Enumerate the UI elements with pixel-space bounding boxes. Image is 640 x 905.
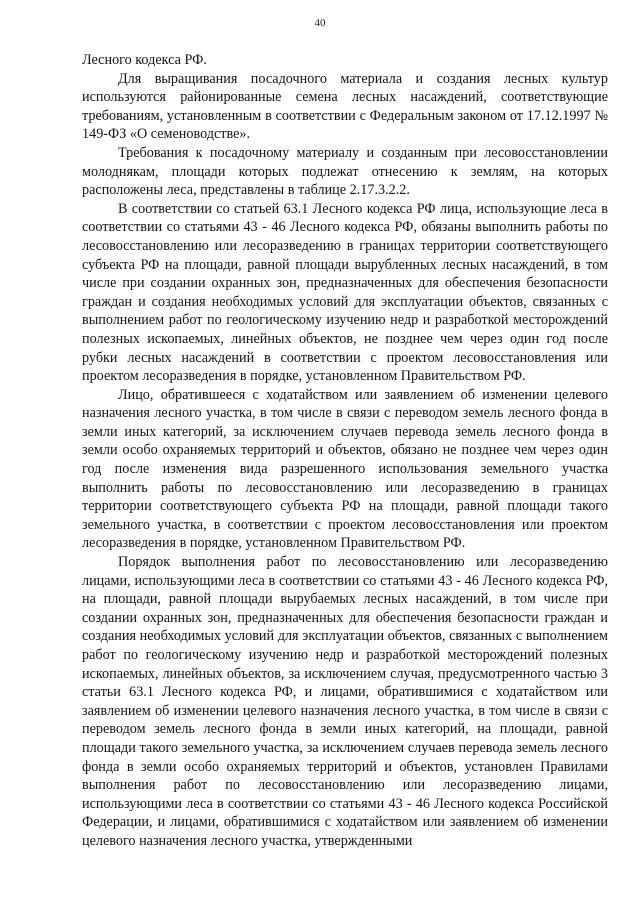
- paragraph: Для выращивания посадочного материала и создания лесных культур используются районированные семена лесных насаждений, соответствующие требованиям, установленным в соответствии с Федеральным законом от 17.12.1997 № 149-ФЗ «О семеноводстве».: [82, 70, 608, 143]
- paragraph: Порядок выполнения работ по лесовосстановлению или лесоразведению лицами, использующими леса в соответствии со статьями 43 - 46 Лесного кодекса РФ, на площади, равной площади вырубаемых лесных насаждений, в том числе при создании охранных зон, предназначенных для обеспечения безопасности граждан и создания необходимых условий для эксплуатации объектов, связанных с выполнением работ по геологическому изучению недр и разработкой месторождений полезных ископаемых, линейных объектов, за исключением случая, предусмотренного частью 3 статьи 63.1 Лесного кодекса РФ, и лицами, обратившимися с ходатайством или заявлением об изменении целевого назначения лесного участка, в том числе в связи с переводом земель лесного фонда в земли иных категорий, на площади, равной площади такого земельного участка, за исключением случаев перевода земель лесного фонда в земли особо охраняемых территорий и объектов, установлен Правилами выполнения работ по лесовосстановлению или лесоразведению лицами, использующими леса в соответствии со статьями 43 - 46 Лесного кодекса Российской Федерации, и лицами, обратившимися с ходатайством или заявлением об изменении целевого назначения лесного участка, утвержденными: [82, 554, 608, 849]
- paragraph: Требования к посадочному материалу и созданным при лесовосстановлении молоднякам, площади которых подлежат отнесению к землям, на которых расположены леса, представлены в таблице 2.17.3.2.2.: [82, 144, 608, 199]
- paragraph: Лесного кодекса РФ.: [82, 52, 207, 68]
- page-number: 40: [314, 17, 326, 29]
- document-body: [82, 51, 608, 851]
- paragraph: В соответствии со статьей 63.1 Лесного кодекса РФ лица, использующие леса в соответствии со статьями 43 - 46 Лесного кодекса РФ, обязаны выполнить работы по лесовосстановлению или лесоразведению в границах территории соответствующего субъекта РФ на площади, равной площади вырубленных лесных насаждений, в том числе при создании охранных зон, предназначенных для обеспечения безопасности граждан и создания необходимых условий для эксплуатации объектов, связанных с выполнением работ по геологическому изучению недр и разработкой месторождений полезных ископаемых, линейных объектов, не позднее чем через один год после рубки лесных насаждений в соответствии с проектом лесовосстановления или проектом лесоразведения в порядке, установленном Правительством РФ.: [82, 200, 608, 385]
- paragraph: Лицо, обратившееся с ходатайством или заявлением об изменении целевого назначения лесного участка, в том числе в связи с переводом земель лесного фонда в земли иных категорий, за исключением случаев перевода земель лесного фонда в земли особо охраняемых территорий и объектов, обязано не позднее чем через один год после изменения вида разрешенного использования земельного участка выполнить работы по лесовосстановлению или лесоразведению в границах территории соответствующего субъекта РФ на площади, равной площади такого земельного участка, в соответствии с проектом лесовосстановления или проектом лесоразведения в порядке, установленном Правительством РФ.: [82, 386, 608, 552]
